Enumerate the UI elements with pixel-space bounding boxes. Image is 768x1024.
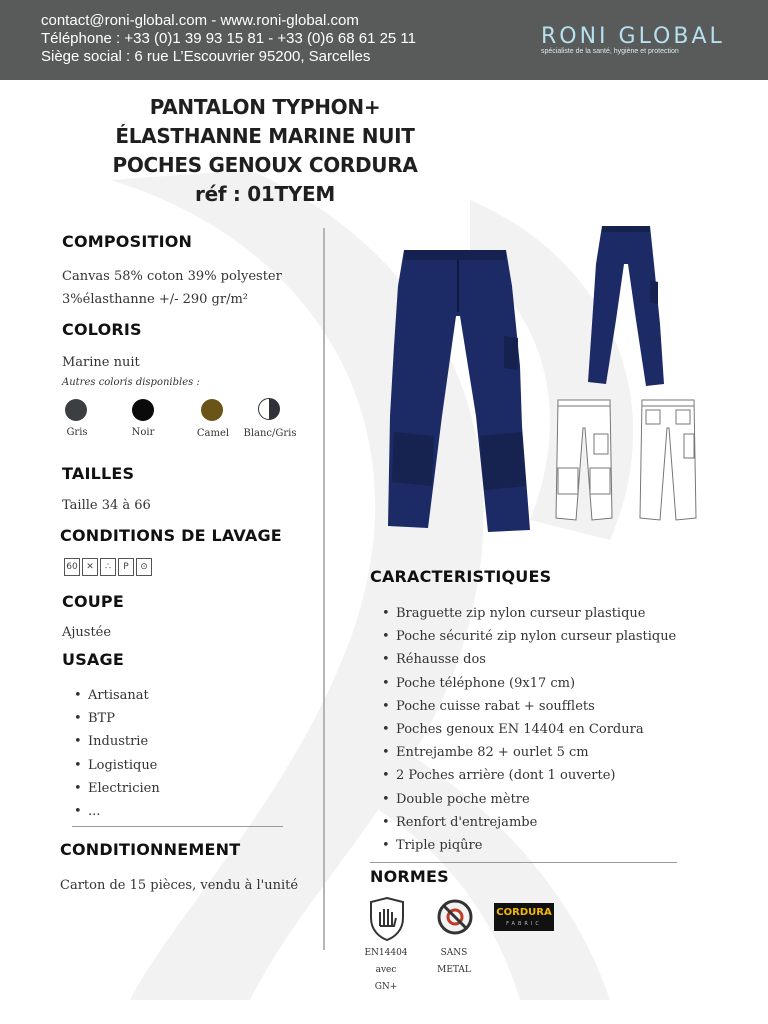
norm-en14404-line-3: GN+ (374, 982, 398, 992)
swatch-label-camel: Camel (196, 428, 230, 439)
coloris-heading: COLORIS (62, 320, 142, 339)
title-line-1: PANTALON TYPHON+ (149, 95, 381, 119)
composition-line-2: 3%élasthanne +/- 290 gr/m² (62, 292, 249, 307)
tumble-dry-icon: ⊙ (136, 558, 152, 576)
list-item: • Electricien (74, 779, 160, 802)
caracteristiques-heading: CARACTERISTIQUES (370, 567, 552, 586)
cordura-logo (494, 903, 554, 931)
divider (370, 862, 677, 863)
list-item: • Poches genoux EN 14404 en Cordura (382, 720, 676, 743)
norm-sans-metal-line-1: SANS (440, 948, 468, 958)
dry-clean-icon: P (118, 558, 134, 576)
header-bar (0, 0, 768, 80)
swatch-label-gris: Gris (66, 427, 88, 438)
iron-icon: ∴ (100, 558, 116, 576)
contact-line: contact@roni-global.com - www.roni-global.com (41, 12, 359, 29)
conditionnement-value: Carton de 15 pièces, vendu à l'unité (60, 878, 299, 893)
norm-en14404-line-2: avec (375, 965, 397, 975)
wash-60-icon: 60 (64, 558, 80, 576)
list-item: • 2 Poches arrière (dont 1 ouverte) (382, 766, 676, 789)
list-item: • Industrie (74, 732, 160, 755)
swatch-label-blanc-gris: Blanc/Gris (243, 428, 297, 439)
list-item: • Braguette zip nylon curseur plastique (382, 604, 676, 627)
caracteristiques-list (382, 604, 676, 859)
composition-line-1: Canvas 58% coton 39% polyester (62, 269, 282, 284)
phone-line: Téléphone : +33 (0)1 39 93 15 81 - +33 (0)6 68 61 25 11 (41, 30, 416, 47)
divider (72, 826, 283, 827)
metal-free-icon (436, 898, 474, 936)
glove-shield-icon (368, 896, 406, 942)
tailles-heading: TAILLES (62, 464, 135, 483)
main-color: Marine nuit (62, 355, 140, 370)
norm-sans-metal-line-2: METAL (437, 965, 471, 975)
list-item: • Artisanat (74, 686, 160, 709)
list-item: • ... (74, 802, 160, 825)
tailles-value: Taille 34 à 66 (62, 498, 151, 513)
technical-drawing-front (554, 398, 614, 522)
swatch-camel (201, 399, 223, 421)
list-item: • Poche sécurité zip nylon curseur plastique (382, 627, 676, 650)
product-reference: réf : 01TYEM (195, 182, 335, 206)
column-divider (323, 228, 325, 950)
no-bleach-icon: ✕ (82, 558, 98, 576)
roni-global-logo: RONI GLOBAL (541, 24, 725, 49)
norm-en14404-line-1: EN14404 (364, 948, 408, 958)
norm-en14404-label (356, 945, 416, 996)
product-photo-back (588, 224, 666, 388)
swatch-gris (65, 399, 87, 421)
list-item: • Logistique (74, 756, 160, 779)
title-line-3: POCHES GENOUX CORDURA (112, 153, 418, 177)
other-colors-label: Autres coloris disponibles : (62, 377, 200, 388)
address-line: Siège social : 6 rue L’Escouvrier 95200, Sarcelles (41, 48, 371, 65)
coupe-heading: COUPE (62, 592, 124, 611)
swatch-blanc-gris (258, 398, 280, 420)
care-symbols (64, 558, 152, 576)
usage-list (74, 686, 160, 825)
list-item: • Renfort d'entrejambe (382, 813, 676, 836)
swatch-label-noir: Noir (131, 427, 155, 438)
composition-heading: COMPOSITION (62, 232, 193, 251)
cordura-fabric-text: FABRIC (506, 921, 542, 927)
technical-drawing-back (638, 398, 698, 522)
list-item: • Poche cuisse rabat + soufflets (382, 697, 676, 720)
title-line-2: ÉLASTHANNE MARINE NUIT (115, 124, 415, 148)
list-item: • Réhausse dos (382, 650, 676, 673)
normes-heading: NORMES (370, 867, 449, 886)
coupe-value: Ajustée (62, 625, 112, 640)
list-item: • Entrejambe 82 + ourlet 5 cm (382, 743, 676, 766)
list-item: • Triple piqûre (382, 836, 676, 859)
list-item: • BTP (74, 709, 160, 732)
product-title (60, 93, 470, 209)
list-item: • Double poche mètre (382, 790, 676, 813)
list-item: • Poche téléphone (9x17 cm) (382, 674, 676, 697)
logo-tagline: spécialiste de la santé, hygiène et protection (541, 48, 679, 55)
lavage-heading: CONDITIONS DE LAVAGE (60, 526, 282, 545)
product-photo-front (384, 246, 534, 536)
conditionnement-heading: CONDITIONNEMENT (60, 840, 241, 859)
norm-sans-metal-label (424, 945, 484, 979)
usage-heading: USAGE (62, 650, 124, 669)
swatch-noir (132, 399, 154, 421)
cordura-logo-text: CORDURA (496, 907, 552, 918)
